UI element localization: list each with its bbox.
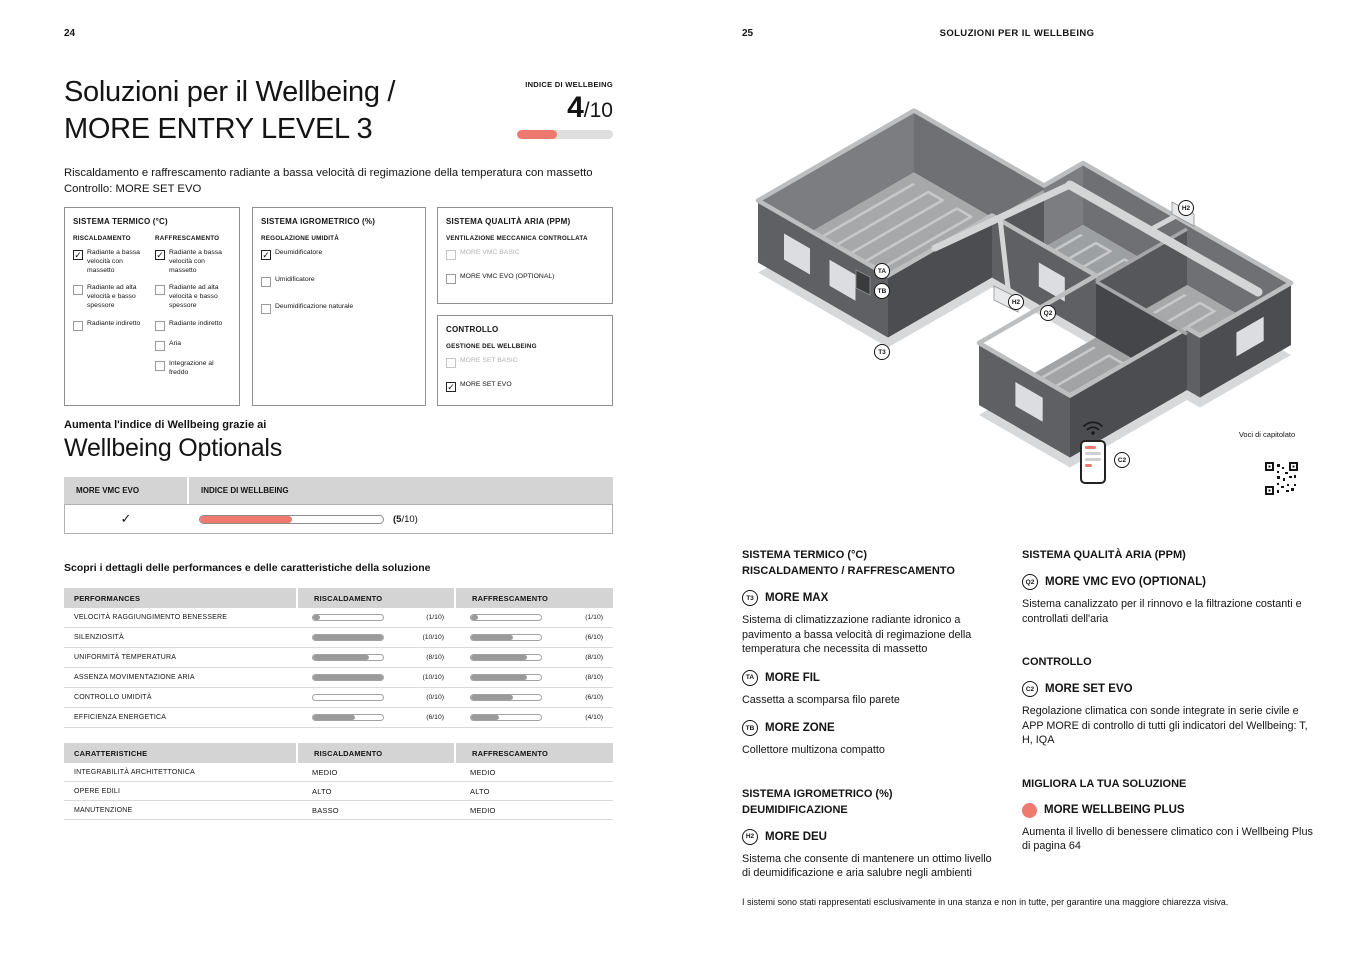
- checkbox-item: ✓ Radiante a bassa velocità con massetto: [156, 249, 222, 274]
- cooling-score-cell: (8/10): [454, 674, 613, 681]
- optionals-col2-header: INDICE DI WELLBEING: [187, 477, 613, 504]
- cooling-score-cell: (1/10): [454, 614, 613, 621]
- hygro-header: REGOLAZIONE UMIDITÀ: [261, 235, 339, 242]
- thermal-box-title: SISTEMA TERMICO (°C): [73, 217, 168, 226]
- legend-column-right: [1022, 549, 1314, 862]
- optionals-kicker: Aumenta l'indice di Wellbeing grazie ai: [64, 419, 267, 431]
- optionals-checkmark: ✓: [120, 511, 132, 526]
- performances-col1-header: PERFORMANCES: [64, 588, 296, 608]
- hygro-box-title: SISTEMA IGROMETRICO (%): [261, 217, 376, 226]
- checkbox-item: MORE VMC BASIC: [446, 249, 604, 260]
- checkbox: [446, 358, 456, 368]
- wellbeing-plus-dot-icon: [1022, 803, 1037, 818]
- thermal-system-box: [64, 207, 240, 406]
- performance-label: EFFICIENZA ENERGETICA: [74, 714, 167, 721]
- heating-score-cell: (10/10): [296, 674, 454, 681]
- checkbox-item: Umidificatore: [261, 276, 417, 287]
- wellbeing-index-total: /10: [583, 99, 613, 122]
- cooling-value: ALTO: [470, 786, 490, 796]
- characteristic-row: [64, 763, 613, 782]
- heating-score-cell: (8/10): [296, 654, 454, 661]
- heating-value: BASSO: [312, 805, 339, 815]
- score-bar: [312, 674, 384, 681]
- optionals-index-cell: [187, 514, 418, 525]
- footnote: I sistemi sono stati rappresentati esclusivamente in una stanza e non in tutte, per garantire una maggiore chiarezza visiva.: [742, 897, 1229, 907]
- legend-item: [1022, 681, 1314, 697]
- optionals-table: [64, 477, 613, 534]
- spec-note: Voci di capitolato: [1238, 430, 1296, 439]
- checkbox-item: Radiante ad alta velocità e basso spessore: [73, 284, 149, 310]
- optionals-index-bar: [199, 515, 384, 524]
- score-bar: [470, 614, 542, 621]
- performances-header: [64, 588, 613, 608]
- badge-ta: TA: [742, 670, 758, 686]
- checkbox: [155, 285, 165, 295]
- checkbox: [261, 304, 271, 314]
- page-right: [678, 0, 1356, 959]
- checkbox-item: Radiante indiretto: [155, 320, 231, 331]
- heating-score-cell: (0/10): [296, 694, 454, 701]
- product-description: Regolazione climatica con sonde integrate in serie civile e APP MORE di controllo di tutti gli indicatori del Wellbeing: T, H, IQA: [1022, 705, 1308, 746]
- product-description: Sistema che consente di mantenere un ottimo livello di deumidificazione e aria salubre negli ambienti: [742, 852, 992, 879]
- cooling-header: RAFFRESCAMENTO: [155, 235, 220, 242]
- characteristic-label: INTEGRABILITÀ ARCHITETTONICA: [74, 768, 195, 776]
- optionals-index-score: (5/10): [393, 513, 418, 525]
- control-header: GESTIONE DEL WELLBEING: [446, 343, 537, 350]
- page-title-line2: MORE ENTRY LEVEL 3: [64, 113, 373, 145]
- heating-value: ALTO: [312, 786, 332, 796]
- legend-item: [742, 670, 1000, 686]
- checkbox-item: Deumidificazione naturale: [261, 303, 417, 314]
- cooling-score-cell: (4/10): [454, 714, 613, 721]
- smartphone-icon: [1080, 440, 1106, 484]
- checkbox-item: ✓ Radiante a bassa velocità con massetto: [74, 249, 140, 274]
- legend-item: [1022, 803, 1314, 818]
- legend-column-left: [742, 549, 1000, 889]
- wellbeing-index-label: INDICE DI WELLBEING: [525, 80, 613, 89]
- performance-label: UNIFORMITÀ TEMPERATURA: [74, 654, 177, 661]
- performance-label: SILENZIOSITÀ: [74, 634, 124, 641]
- house-badge-tb: TB: [874, 283, 890, 299]
- page-number: 25: [742, 28, 754, 39]
- product-description: Collettore multizona compatto: [742, 744, 885, 756]
- solution-description-line1: Riscaldamento e raffrescamento radiante a bassa velocità di regimazione della temperatura con massetto: [64, 167, 593, 179]
- system-boxes: [64, 207, 613, 406]
- heating-score-cell: (1/10): [296, 614, 454, 621]
- characteristics-header: [64, 743, 613, 763]
- product-name: MORE SET EVO: [1045, 683, 1133, 695]
- optionals-index-bar-fill: [200, 516, 292, 523]
- characteristics-col3-header: RAFFRESCAMENTO: [454, 743, 613, 763]
- optionals-table-header: [64, 477, 613, 504]
- house-badge-t3: T3: [874, 344, 890, 360]
- cooling-value: MEDIO: [470, 767, 496, 777]
- characteristic-row: [64, 801, 613, 820]
- optionals-title: Wellbeing Optionals: [64, 434, 283, 462]
- product-name: MORE VMC EVO (OPTIONAL): [1045, 576, 1206, 588]
- score-bar: [312, 614, 384, 621]
- score-bar: [470, 634, 542, 641]
- product-name: MORE ZONE: [765, 722, 835, 734]
- heating-score-cell: (6/10): [296, 714, 454, 721]
- checkbox: ✓: [262, 249, 270, 260]
- performances-col3-header: RAFFRESCAMENTO: [454, 588, 613, 608]
- checkbox: [261, 277, 271, 287]
- score-bar: [470, 654, 542, 661]
- badge-q2: Q2: [1022, 574, 1038, 590]
- performance-row: [64, 648, 613, 668]
- heating-value: MEDIO: [312, 767, 338, 777]
- house-badge-ta: TA: [874, 263, 890, 279]
- checkbox: ✓: [74, 249, 82, 260]
- running-header: SOLUZIONI PER IL WELLBEING: [939, 28, 1095, 39]
- air-section-title: SISTEMA QUALITÀ ARIA (PPM): [1022, 549, 1186, 561]
- cooling-column: [155, 235, 231, 387]
- performance-row: [64, 628, 613, 648]
- house-badge-q2: Q2: [1040, 305, 1056, 321]
- checkbox-item: MORE VMC EVO (OPTIONAL): [446, 273, 604, 284]
- wellbeing-index: [468, 80, 613, 139]
- house-badge-h2: H2: [1178, 200, 1194, 216]
- badge-h2: H2: [742, 829, 758, 845]
- solution-description-line2: Controllo: MORE SET EVO: [64, 182, 202, 195]
- legend-item: [1022, 574, 1314, 590]
- performance-label: ASSENZA MOVIMENTAZIONE ARIA: [74, 674, 195, 681]
- characteristics-col2-header: RISCALDAMENTO: [296, 743, 454, 763]
- checkbox: [446, 274, 456, 284]
- page-title-line1: Soluzioni per il Wellbeing /: [64, 76, 396, 108]
- characteristic-label: OPERE EDILI: [74, 787, 121, 795]
- air-box-title: SISTEMA QUALITÀ ARIA (PPM): [446, 217, 571, 226]
- performance-row: [64, 668, 613, 688]
- house-illustration: [700, 80, 1356, 540]
- checkbox: ✓: [156, 249, 164, 260]
- score-bar: [470, 694, 542, 701]
- score-bar: [312, 634, 384, 641]
- heating-column: [73, 235, 149, 387]
- score-bar: [312, 714, 384, 721]
- control-system-box: [437, 315, 613, 406]
- checkbox: [155, 361, 165, 371]
- badge-tb: TB: [742, 720, 758, 736]
- control-box-title: CONTROLLO: [446, 325, 499, 334]
- score-bar: [470, 714, 542, 721]
- wellbeing-index-value: [468, 91, 613, 125]
- product-name: MORE WELLBEING PLUS: [1044, 804, 1185, 816]
- air-header: VENTILAZIONE MECCANICA CONTROLLATA: [446, 235, 588, 242]
- score-bar: [312, 694, 384, 701]
- house-badge-h2-2: H2: [1008, 294, 1024, 310]
- cooling-value: MEDIO: [470, 805, 496, 815]
- checkbox-item: ✓ MORE SET EVO: [447, 381, 512, 392]
- legend-item: [742, 829, 1000, 845]
- wellbeing-index-bar: [517, 130, 613, 139]
- badge-c2: C2: [1022, 681, 1038, 697]
- wellbeing-index-bar-fill: [517, 130, 557, 139]
- performances-table: [64, 588, 613, 728]
- checkbox-item: Integrazione al freddo: [155, 360, 231, 378]
- characteristic-row: [64, 782, 613, 801]
- checkbox: [155, 341, 165, 351]
- wellbeing-index-score: 4: [567, 91, 584, 124]
- solution-description: [64, 166, 616, 197]
- air-quality-system-box: [437, 207, 613, 304]
- optionals-col1-header: MORE VMC EVO: [64, 477, 187, 504]
- control-section-title: CONTROLLO: [1022, 656, 1092, 668]
- improve-section-title: MIGLIORA LA TUA SOLUZIONE: [1022, 777, 1187, 790]
- house-badge-c2: C2: [1114, 452, 1130, 468]
- checkbox-item: ✓ Deumidificatore: [262, 249, 323, 260]
- checkbox-item: Radiante indiretto: [73, 320, 149, 331]
- checkbox-item: Radiante ad alta velocità e basso spessore: [155, 284, 231, 310]
- cooling-score-cell: (6/10): [454, 634, 613, 641]
- hygro-section-title: SISTEMA IGROMETRICO (%): [742, 787, 893, 800]
- score-bar: [312, 654, 384, 661]
- performance-label: CONTROLLO UMIDITÀ: [74, 694, 152, 701]
- performance-row: [64, 608, 613, 628]
- house-illustration-area: [678, 0, 1356, 540]
- checkbox-item: MORE SET BASIC: [446, 357, 604, 368]
- product-name: MORE FIL: [765, 671, 820, 684]
- characteristics-col1-header: CARATTERISTICHE: [64, 743, 296, 763]
- product-description: Cassetta a scomparsa filo parete: [742, 693, 900, 706]
- score-bar: [470, 674, 542, 681]
- cooling-score-cell: (8/10): [454, 654, 613, 661]
- product-name: MORE MAX: [765, 592, 829, 604]
- product-description: Sistema canalizzato per il rinnovo e la filtrazione costanti e controllati dell'aria: [1022, 598, 1302, 625]
- checkbox: [155, 321, 165, 331]
- product-name: MORE DEU: [765, 830, 827, 843]
- performance-row: [64, 708, 613, 728]
- checkbox: [73, 321, 83, 331]
- legend-item: [742, 590, 1000, 606]
- page-number: 24: [64, 28, 76, 39]
- checkbox-item: Aria: [155, 340, 231, 351]
- thermal-section-title: SISTEMA TERMICO (°C): [742, 549, 867, 561]
- legend-item: [742, 720, 1000, 736]
- hygrometric-system-box: [252, 207, 426, 406]
- characteristic-label: MANUTENZIONE: [74, 806, 133, 814]
- heating-score-cell: (10/10): [296, 634, 454, 641]
- optionals-table-row: [64, 504, 613, 534]
- product-description: Sistema di climatizzazione radiante idronico a pavimento a bassa velocità di regimazione della temperatura che necessita di massetto: [742, 614, 972, 655]
- performances-col2-header: RISCALDAMENTO: [296, 588, 454, 608]
- performance-row: [64, 688, 613, 708]
- checkbox: [73, 285, 83, 295]
- badge-t3: T3: [742, 590, 758, 606]
- checkbox: [446, 250, 456, 260]
- qr-code: [1265, 462, 1298, 500]
- performance-label: VELOCITÀ RAGGIUNGIMENTO BENESSERE: [74, 614, 228, 621]
- wifi-icon: [1081, 419, 1105, 441]
- thermal-section-subtitle: RISCALDAMENTO / RAFFRESCAMENTO: [742, 565, 955, 577]
- cooling-score-cell: (6/10): [454, 694, 613, 701]
- characteristics-table: [64, 743, 613, 820]
- details-intro: Scopri i dettagli delle performances e delle caratteristiche della soluzione: [64, 562, 431, 574]
- hygro-section-subtitle: DEUMIDIFICAZIONE: [742, 803, 848, 816]
- product-description: Aumenta il livello di benessere climatico con i Wellbeing Plus di pagina 64: [1022, 825, 1313, 852]
- heating-header: RISCALDAMENTO: [73, 235, 131, 242]
- page-title: [64, 74, 395, 148]
- checkbox: ✓: [447, 381, 455, 392]
